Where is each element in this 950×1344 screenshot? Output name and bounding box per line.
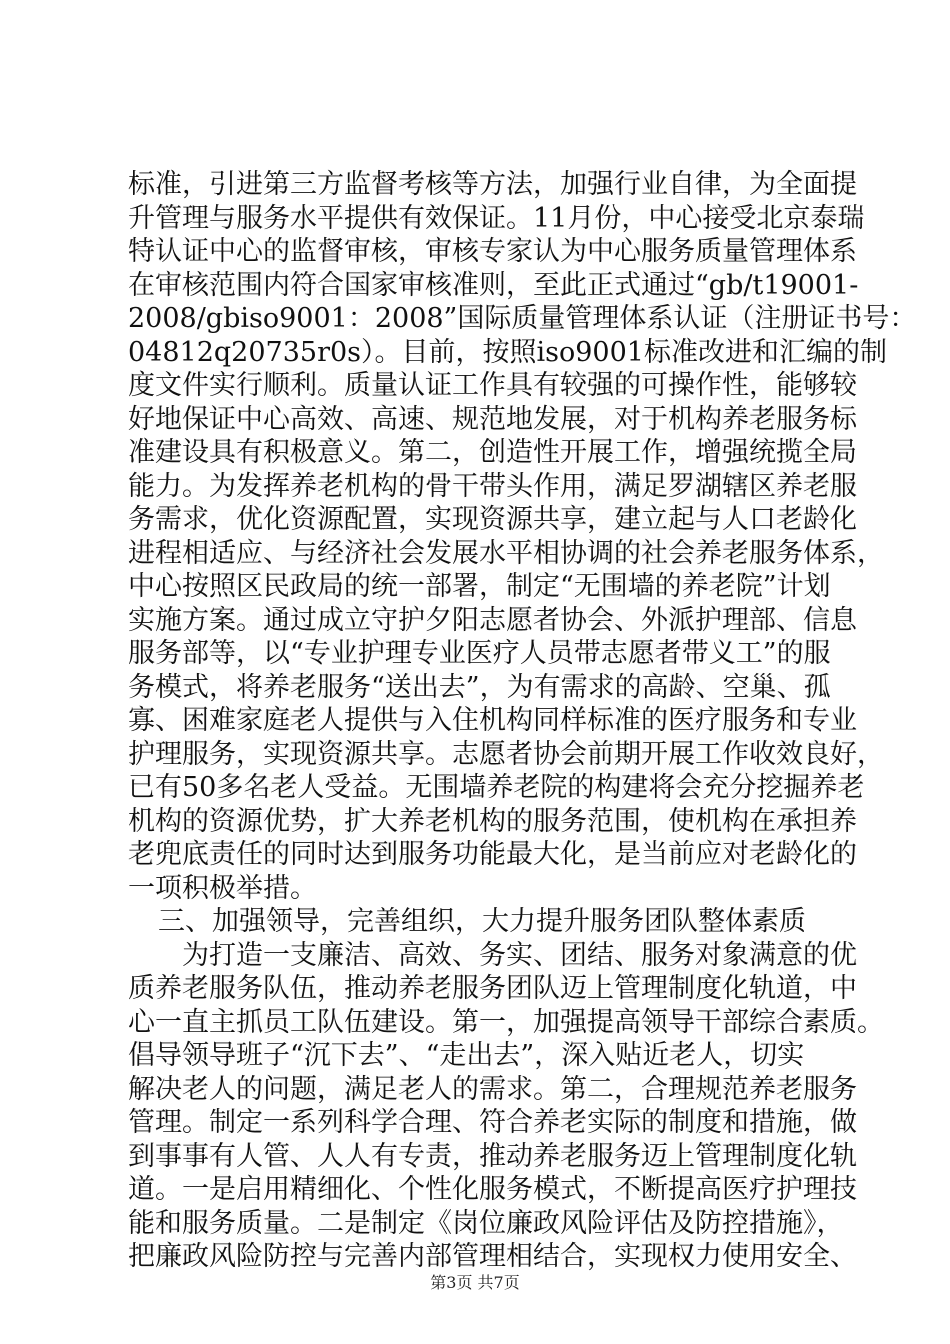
text-line: 在审核范围内符合国家审核准则，至此正式通过“gb/t19001- bbox=[128, 269, 859, 301]
text-line: 护理服务，实现资源共享。志愿者协会前期开展工作收效良好， bbox=[128, 738, 884, 770]
text-line: 寡、困难家庭老人提供与入住机构同样标准的医疗服务和专业 bbox=[128, 705, 857, 736]
text-line: 准建设具有积极意义。第二，创造性开展工作，增强统揽全局 bbox=[128, 437, 857, 468]
text-line: 务模式，将养老服务“送出去”，为有需求的高龄、空巢、孤 bbox=[128, 671, 831, 703]
page-number-footer: 第3页 共7页 bbox=[430, 1273, 520, 1292]
text-line: 到事事有人管、人人有专责，推动养老服务迈上管理制度化轨 bbox=[128, 1140, 857, 1172]
text-line: 已有50多名老人受益。无围墙养老院的构建将会充分挖掘养老 bbox=[128, 772, 865, 803]
text-line: 心一直主抓员工队伍建设。第一，加强提高领导干部综合素质。 bbox=[128, 1006, 884, 1038]
text-line: 管理。制定一系列科学合理、符合养老实际的制度和措施，做 bbox=[128, 1107, 857, 1138]
document-body bbox=[128, 168, 917, 1274]
text-line: 服务部等，以“专业护理专业医疗人员带志愿者带义工”的服 bbox=[128, 638, 831, 669]
text-line: 为打造一支廉洁、高效、务实、团结、服务对象满意的优 bbox=[182, 939, 857, 971]
text-line: 务需求，优化资源配置，实现资源共享，建立起与人口老龄化 bbox=[128, 504, 857, 535]
text-line: 2008/gbiso9001：2008”国际质量管理体系认证（注册证书号： bbox=[128, 303, 917, 334]
text-line: 老兜底责任的同时达到服务功能最大化，是当前应对老龄化的 bbox=[128, 839, 857, 870]
text-line: 进程相适应、与经济社会发展水平相协调的社会养老服务体系， bbox=[128, 537, 884, 569]
text-line: 质养老服务队伍，推动养老服务团队迈上管理制度化轨道，中 bbox=[128, 973, 857, 1004]
text-line: 升管理与服务水平提供有效保证。11月份，中心接受北京泰瑞 bbox=[128, 202, 865, 234]
section-heading: 三、加强领导，完善组织，大力提升服务团队整体素质 bbox=[158, 906, 806, 937]
text-line: 度文件实行顺利。质量认证工作具有较强的可操作性，能够较 bbox=[128, 370, 857, 401]
text-line: 解决老人的问题，满足老人的需求。第二，合理规范养老服务 bbox=[128, 1073, 857, 1105]
text-line: 道。一是启用精细化、个性化服务模式，不断提高医疗护理技 bbox=[128, 1174, 857, 1205]
text-line: 一项积极举措。 bbox=[128, 872, 317, 904]
text-line: 中心按照区民政局的统一部署，制定“无围墙的养老院”计划 bbox=[128, 571, 831, 602]
text-line: 实施方案。通过成立守护夕阳志愿者协会、外派护理部、信息 bbox=[128, 604, 857, 636]
text-line: 好地保证中心高效、高速、规范地发展，对于机构养老服务标 bbox=[128, 403, 857, 435]
text-line: 机构的资源优势，扩大养老机构的服务范围，使机构在承担养 bbox=[128, 805, 857, 837]
text-line: 把廉政风险防控与完善内部管理相结合，实现权力使用安全、 bbox=[128, 1241, 857, 1272]
text-line: 倡导领导班子“沉下去”、“走出去”，深入贴近老人，切实 bbox=[128, 1040, 805, 1071]
text-line: 能力。为发挥养老机构的骨干带头作用，满足罗湖辖区养老服 bbox=[128, 470, 857, 502]
text-line: 04812q20735r0s）。目前，按照iso9001标准改进和汇编的制 bbox=[128, 336, 887, 368]
text-line: 标准，引进第三方监督考核等方法，加强行业自律，为全面提 bbox=[128, 169, 857, 200]
text-line: 特认证中心的监督审核，审核专家认为中心服务质量管理体系 bbox=[128, 236, 857, 267]
text-line: 能和服务质量。二是制定《岗位廉政风险评估及防控措施》， bbox=[128, 1207, 844, 1239]
